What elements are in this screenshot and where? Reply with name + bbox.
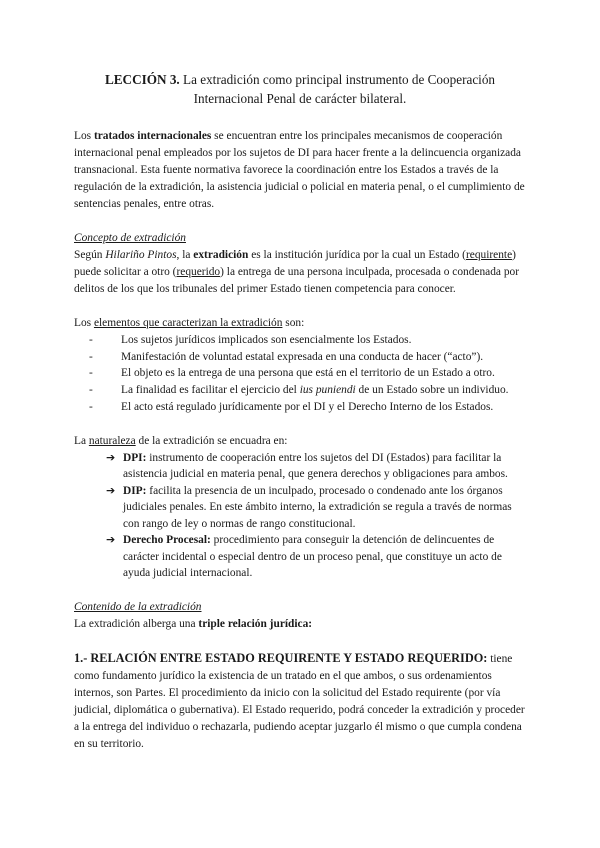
intro-text-start: Los — [74, 130, 94, 142]
concepto-author: Hilariño Pintos — [105, 249, 177, 261]
item-italic-term: ius puniendi — [299, 384, 356, 397]
item-text: instrumento de cooperación entre los sujetos del DI (Estados) para facilitar la asistencia judicial en materia penal, que genera derechos y obligaciones para ambos. — [123, 451, 508, 481]
section-1-text: tiene como fundamento jurídico la existencia de un tratado en el que ambos, o sus ordenamientos internos, son Partes. El procedimiento da inicio con la solicitud del Estado requirente (por vía judicial, diplomática o gubernativa). El Estado requerido, podrá conceder la extradición y proceder a la entrega del individuo o rechazarla, pudiendo aceptar juzgarlo él mismo o que cumpla condena en su territorio. — [74, 652, 525, 750]
title-line1: La extradición como principal instrumento de Cooperación — [183, 72, 496, 87]
concepto-t3: es la institución jurídica por la cual un Estado ( — [248, 249, 466, 261]
naturaleza-intro-end: de la extradición se encuadra en: — [135, 434, 288, 447]
intro-bold-term: tratados internacionales — [93, 130, 212, 142]
lesson-label: LECCIÓN 3. — [104, 72, 180, 87]
item-text: facilita la presencia de un inculpado, procesado o condenado ante los órganos judiciales penales. En este ámbito interno, la extradición se regula a través de normas con rango de ley o normas de rango constitucional. — [123, 484, 512, 530]
elementos-list — [74, 332, 526, 416]
contenido-text: La extradición alberga una — [74, 617, 199, 630]
list-item: - El acto está regulado jurídicamente por el DI y el Derecho Interno de los Estados. — [89, 399, 526, 416]
concepto-t2: , la — [176, 249, 194, 261]
concepto-t4: ) puede solicitar a otro ( — [74, 249, 516, 278]
concepto-t5: ) la entrega de una persona inculpada, procesada o condenada por delitos de los que los tribunales del primer Estado tienen competencia para conocer. — [74, 266, 520, 295]
naturaleza-intro — [74, 433, 526, 450]
item-term: Derecho Procesal: — [123, 534, 211, 547]
concepto-paragraph — [74, 247, 526, 298]
list-item: - El objeto es la entrega de una persona que está en el territorio de un Estado a otro. — [89, 365, 526, 382]
elementos-intro-underlined: elementos que caracterizan la extradición — [93, 317, 283, 329]
list-item: - Manifestación de voluntad estatal expresada en una conducta de hacer (“acto”). — [89, 349, 526, 366]
arrow-icon: ➔ — [106, 483, 116, 497]
naturaleza-intro-underlined: naturaleza — [88, 434, 136, 447]
naturaleza-intro-start: La — [74, 434, 89, 447]
item-term: DIP: — [123, 484, 147, 497]
concepto-requerido: requerido — [176, 266, 221, 278]
concepto-requirente: requirente — [465, 249, 513, 261]
arrow-icon: ➔ — [106, 533, 116, 547]
list-item — [89, 382, 526, 399]
elementos-intro-start: Los — [74, 317, 94, 329]
item-text-start: La finalidad es facilitar el ejercicio del — [121, 384, 300, 397]
item-text-end: de un Estado sobre un individuo. — [355, 384, 509, 397]
item-term: DPI: — [123, 451, 147, 464]
concepto-heading: Concepto de extradición — [74, 232, 186, 244]
intro-text-rest: se encuentran entre los principales mecanismos de cooperación internacional penal empleados por los sujetos de DI para hacer frente a la delincuencia organizada transnacional. Esta fuente normativa favorece la coordinación entre los Estados a través de la regulación de la extradición, la asistencia judicial o policial en materia penal, o el cumplimiento de sentencias penales, entre otras. — [74, 130, 525, 210]
list-item: - Los sujetos jurídicos implicados son esencialmente los Estados. — [89, 332, 526, 349]
section-1-paragraph — [74, 650, 526, 753]
list-item — [108, 483, 526, 533]
elementos-intro — [74, 315, 526, 332]
list-item — [108, 532, 526, 582]
page-title — [74, 70, 526, 108]
section-1-heading: 1.- RELACIÓN ENTRE ESTADO REQUIRENTE Y ESTADO REQUERIDO: — [74, 650, 488, 665]
title-line2: Internacional Penal de carácter bilateral. — [193, 91, 407, 106]
list-item — [108, 450, 526, 483]
contenido-bold: triple relación jurídica: — [198, 617, 313, 630]
contenido-heading: Contenido de la extradición — [74, 600, 202, 613]
elementos-intro-end: son: — [282, 317, 305, 329]
naturaleza-list — [74, 450, 526, 582]
intro-paragraph — [74, 128, 526, 213]
arrow-icon: ➔ — [106, 450, 116, 464]
concepto-t1: Según — [74, 249, 106, 261]
item-text: procedimiento para conseguir la detención de delincuentes de carácter incidental o especial dentro de un proceso penal, que constituye un acto de ayuda judicial internacional. — [123, 534, 502, 580]
concepto-term: extradición — [193, 249, 249, 261]
contenido-paragraph — [74, 616, 526, 633]
